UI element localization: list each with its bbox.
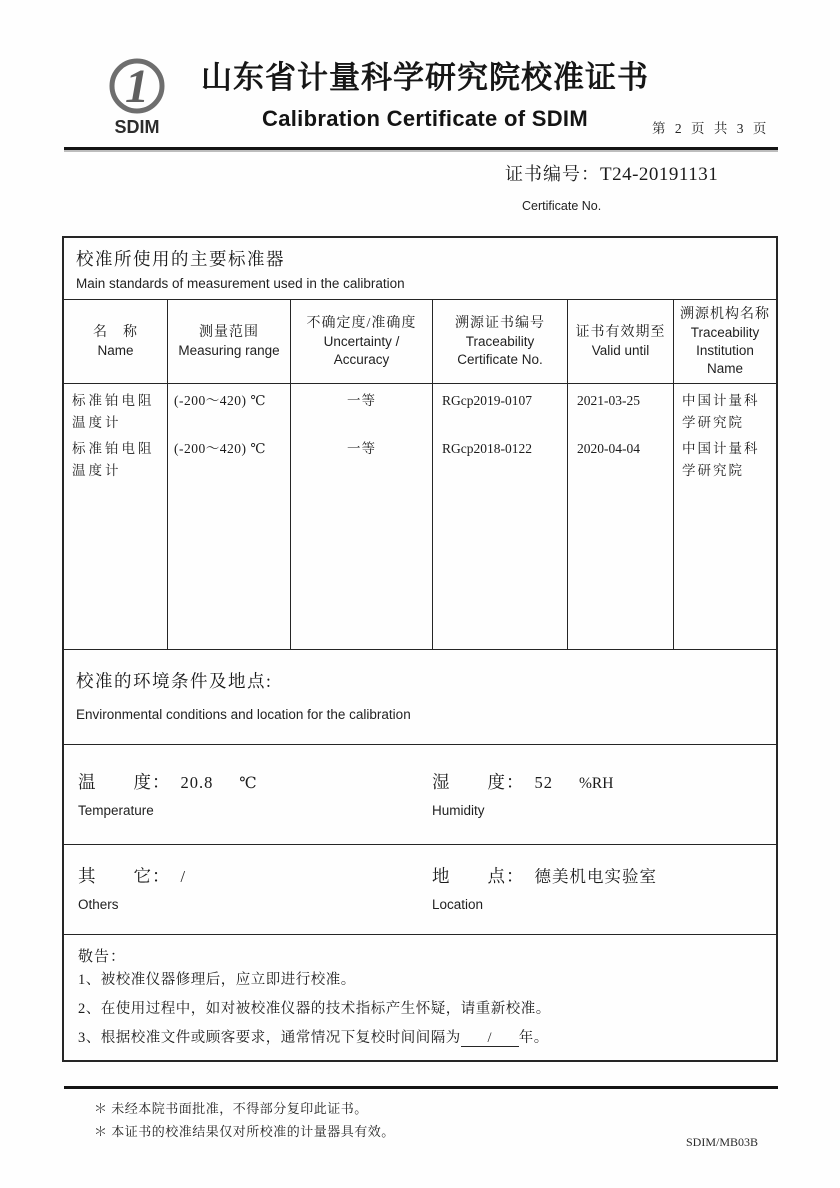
page-number: 第 2 页 共 3 页 (652, 121, 770, 136)
page-subtitle: Calibration Certificate of SDIM (262, 106, 588, 131)
footnotes (94, 1097, 395, 1143)
certificate-no-label-en: Certificate No. (522, 199, 602, 213)
notice-line-3-prefix: 3、根据校准文件或顾客要求，通常情况下复校时间间隔为 (78, 1030, 461, 1046)
environment-section-header (64, 650, 776, 745)
header-title-block (175, 52, 675, 132)
certificate-no-value: T24-20191131 (600, 164, 719, 185)
column-header-institution: 溯源机构名称 Traceability Institution Name (680, 307, 770, 376)
location-label-en: Location (432, 897, 484, 912)
column-header-name: 名 称 Name (64, 300, 168, 383)
temperature-field (78, 769, 257, 818)
table-cell-institution: 中国计量科学研究院 (682, 393, 760, 430)
form-code: SDIM/MB03B (686, 1135, 759, 1149)
footer-divider (64, 1086, 778, 1089)
footnote-1: ＊ 未经本院书面批准，不得部分复印此证书。 (94, 1101, 368, 1116)
logo-digit: 1 (125, 60, 149, 113)
notice-line-3 (78, 1024, 762, 1053)
table-cell-name: 标准铂电阻温度计 (72, 393, 155, 430)
column-header-uncertainty: 不确定度/准确度 Uncertainty / Accuracy (291, 300, 433, 383)
column-header-valid-until: 证书有效期至 Valid until (568, 300, 674, 383)
table-cell-valid-until: 2020-04-04 (577, 441, 640, 456)
notice-title: 敬告： (78, 949, 127, 965)
main-table (62, 236, 778, 1062)
certificate-number-block (505, 160, 718, 213)
location-field (432, 863, 657, 912)
table-column-uncertainty (291, 384, 433, 649)
temperature-value: 20.8 (180, 773, 214, 792)
environment-title-en: Environmental conditions and location for the calibration (76, 707, 411, 722)
table-column-name (64, 384, 168, 649)
table-cell-range: (-200～420) ℃ (174, 441, 266, 456)
standards-title-en: Main standards of measurement used in the calibration (76, 276, 405, 291)
table-cell-uncertainty: 一等 (347, 441, 376, 456)
standards-section-header (64, 238, 776, 300)
location-label: 地 点： (432, 866, 525, 886)
others-label: 其 它： (78, 866, 171, 886)
others-label-en: Others (78, 897, 119, 912)
temperature-label: 温 度： (78, 772, 171, 792)
notice-section (64, 935, 776, 1060)
notice-line-3-blank: / (461, 1030, 519, 1047)
table-cell-institution: 中国计量科学研究院 (682, 441, 760, 478)
table-body (64, 384, 776, 650)
temperature-humidity-row (64, 745, 776, 845)
page-title: 山东省计量科学研究院校准证书 (201, 60, 649, 95)
notice-line-1: 1、被校准仪器修理后，应立即进行校准。 (78, 972, 356, 988)
humidity-unit: %RH (579, 775, 614, 792)
notice-line-2: 2、在使用过程中，如对被校准仪器的技术指标产生怀疑，请重新校准。 (78, 1001, 551, 1017)
table-cell-uncertainty: 一等 (347, 393, 376, 408)
column-header-cert-no: 溯源证书编号 Traceability Certificate No. (433, 300, 568, 383)
logo-text: SDIM (114, 117, 160, 137)
table-cell-cert-no: RGcp2018-0122 (442, 441, 532, 456)
temperature-label-en: Temperature (78, 803, 154, 818)
others-location-row (64, 845, 776, 935)
others-field (78, 863, 186, 912)
table-column-institution (674, 384, 776, 649)
humidity-field (432, 769, 613, 818)
temperature-unit: ℃ (239, 775, 257, 792)
notice-line-3-suffix: 年。 (518, 1030, 549, 1046)
standards-title-cn: 校准所使用的主要标准器 (76, 249, 285, 269)
table-cell-range: (-200～420) ℃ (174, 393, 266, 408)
environment-title-cn: 校准的环境条件及地点: (76, 671, 273, 691)
humidity-value: 52 (534, 773, 553, 792)
table-column-valid-until (568, 384, 674, 649)
others-value: / (180, 867, 187, 886)
table-cell-name: 标准铂电阻温度计 (72, 441, 155, 478)
humidity-label-en: Humidity (432, 803, 485, 818)
header-divider (64, 147, 778, 150)
table-cell-valid-until: 2021-03-25 (577, 393, 640, 408)
humidity-label: 湿 度： (432, 772, 525, 792)
table-cell-cert-no: RGcp2019-0107 (442, 393, 532, 408)
certificate-no-label: 证书编号： (505, 164, 600, 184)
table-column-headers (64, 300, 776, 384)
sdim-logo-icon (104, 56, 172, 138)
table-column-range (168, 384, 291, 649)
footnote-2: ＊ 本证书的校准结果仅对所校准的计量器具有效。 (94, 1124, 395, 1139)
column-header-range: 测量范围 Measuring range (168, 300, 291, 383)
location-value: 德美机电实验室 (534, 867, 657, 886)
table-column-cert-no (433, 384, 568, 649)
